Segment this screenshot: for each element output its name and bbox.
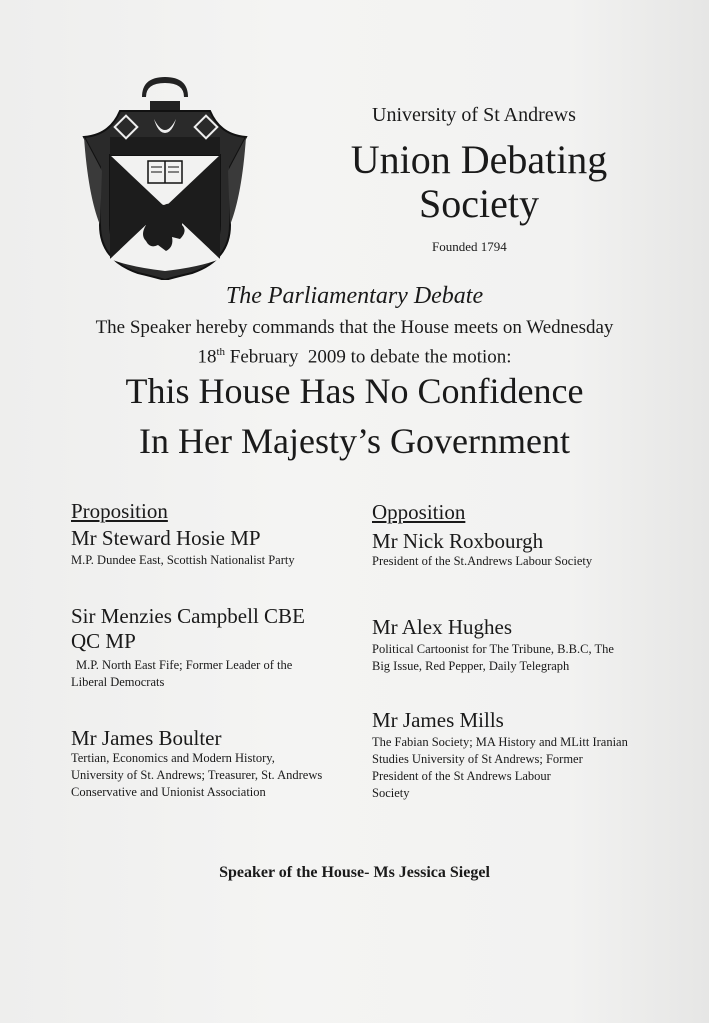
date-day: 18 (197, 346, 217, 368)
date-suffix: th (216, 346, 226, 358)
motion-line-2: In Her Majesty’s Government (139, 421, 570, 461)
university-name: University of St Andrews (372, 104, 576, 126)
proposition-speaker-2-name-line1: Sir Menzies Campbell CBE (71, 604, 305, 628)
motion-line-1: This House Has No Confidence (125, 371, 584, 411)
opposition-speaker-3-desc-line3: President of the St Andrews Labour (372, 769, 551, 783)
motion-text (0, 366, 709, 466)
union-crest-logo (80, 75, 250, 280)
proposition-speaker-3-desc-line2: University of St. Andrews; Treasurer, St. Andrews (71, 768, 323, 782)
proposition-speaker-3-name: Mr James Boulter (71, 726, 222, 750)
proposition-speaker-1-name: Mr Steward Hosie MP (71, 526, 261, 550)
opposition-speaker-3-desc-line2: Studies University of St Andrews; Former (372, 752, 583, 766)
opposition-speaker-3-desc-line4: Society (372, 786, 410, 800)
proposition-speaker-3-desc-line1: Tertian, Economics and Modern History, (71, 751, 275, 765)
speaker-command (0, 316, 709, 369)
opposition-speaker-3-name: Mr James Mills (372, 708, 504, 732)
proposition-speaker-2-desc-line2: Liberal Democrats (71, 675, 165, 689)
founded-year: Founded 1794 (432, 239, 507, 254)
proposition-heading: Proposition (71, 499, 168, 523)
society-name-line2: Society (419, 181, 539, 226)
debate-title: The Parliamentary Debate (225, 283, 484, 309)
opposition-speaker-2-name: Mr Alex Hughes (372, 615, 512, 639)
proposition-speaker-1-desc: M.P. Dundee East, Scottish Nationalist Party (71, 553, 295, 567)
proposition-speaker-2-desc-line1: M.P. North East Fife; Former Leader of the (76, 658, 293, 672)
opposition-speaker-2-desc-line1: Political Cartoonist for The Tribune, B.B.C, The (372, 642, 614, 656)
opposition-speaker-1-name: Mr Nick Roxbourgh (372, 529, 544, 553)
command-line-2 (0, 340, 709, 369)
opposition-speaker-1-desc: President of the St.Andrews Labour Society (372, 554, 593, 568)
society-name-line1: Union Debating (350, 137, 608, 182)
opposition-speaker-3-desc-line1: The Fabian Society; MA History and MLitt Iranian (372, 735, 628, 749)
speaker-of-house: Speaker of the House- Ms Jessica Siegel (219, 864, 490, 881)
command-line-1: The Speaker hereby commands that the House meets on Wednesday (95, 317, 614, 338)
date-rest: February 2009 to debate the motion: (225, 346, 512, 368)
society-name (324, 138, 634, 226)
proposition-speaker-3-desc-line3: Conservative and Unionist Association (71, 785, 266, 799)
proposition-speaker-2-name (71, 604, 305, 654)
opposition-speaker-2-desc-line2: Big Issue, Red Pepper, Daily Telegraph (372, 659, 570, 673)
opposition-heading: Opposition (372, 500, 466, 524)
proposition-speaker-2-name-line2: QC MP (71, 629, 136, 653)
